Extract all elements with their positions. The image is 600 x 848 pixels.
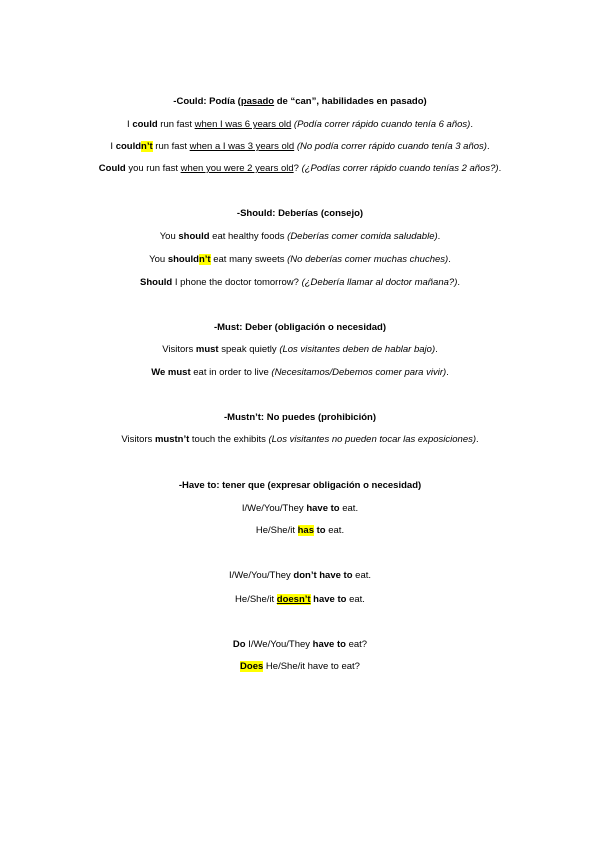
could-heading: -Could: Podía (pasado de “can”, habilidades en pasado) [173,96,427,107]
should-example-3: Should I phone the doctor tomorrow? (¿Debería llamar al doctor mañana?). [140,277,460,288]
mustnt-example-1: Visitors mustn’t touch the exhibits (Los visitantes no pueden tocar las exposiciones). [121,434,479,445]
must-example-1: Visitors must speak quietly (Los visitantes deben de hablar bajo). [162,344,438,355]
should-example-2: You shouldn’t eat many sweets (No deberías comer muchas chuches). [149,254,451,265]
have-to-affirmative-1: I/We/You/They have to eat. [241,503,359,514]
must-heading: -Must: Deber (obligación o necesidad) [213,322,387,333]
have-to-negative-2: He/She/it doesn’t have to eat. [235,594,365,605]
have-to-question-2: Does He/She/it have to eat? [240,661,360,672]
could-example-1: I could run fast when I was 6 years old (Podía correr rápido cuando tenía 6 años). [127,119,473,130]
could-example-2: I couldn’t run fast when a I was 3 years old (No podía correr rápido cuando tenía 3 años). [110,141,490,152]
have-to-negative-1: I/We/You/They don’t have to eat. [228,570,372,581]
could-example-3: Could you run fast when you were 2 years old? (¿Podías correr rápido cuando tenías 2 años?). [98,163,502,174]
should-example-1: You should eat healthy foods (Deberías comer comida saludable). [159,231,441,242]
have-to-affirmative-2: He/She/it has to eat. [255,525,345,536]
have-to-heading: -Have to: tener que (expresar obligación o necesidad) [178,480,422,491]
should-heading: -Should: Deberías (consejo) [236,208,364,219]
mustnt-heading: -Mustn’t: No puedes (prohibición) [224,412,376,423]
have-to-question-1: Do I/We/You/They have to eat? [232,639,368,650]
must-example-2: We must eat in order to live (Necesitamos/Debemos comer para vivir). [151,367,449,378]
